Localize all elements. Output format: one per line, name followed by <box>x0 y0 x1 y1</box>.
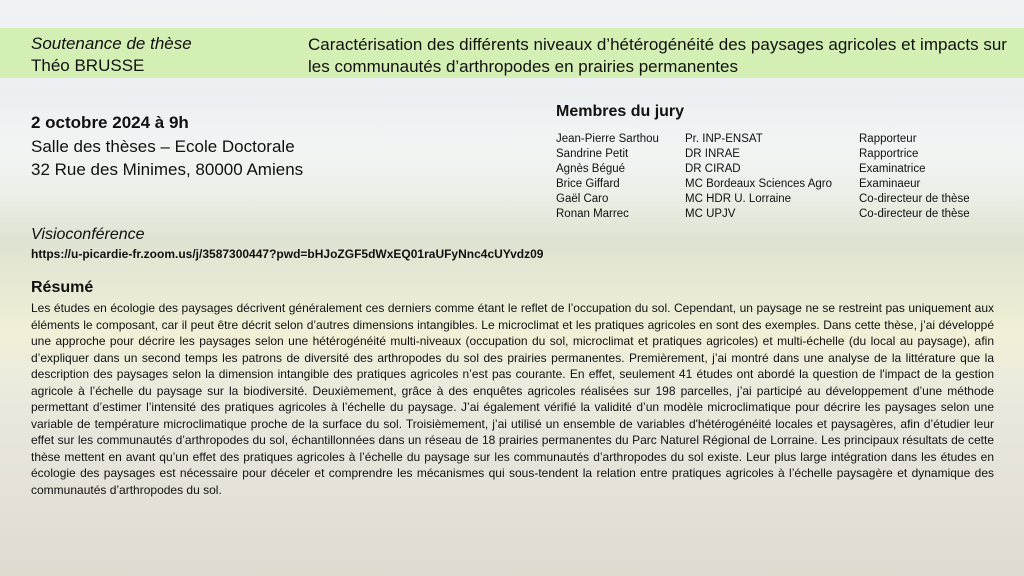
speaker-name: Théo BRUSSE <box>31 56 145 75</box>
event-date: 2 octobre 2024 à 9h <box>31 113 189 132</box>
jury-member-affiliation: MC Bordeaux Sciences Agro <box>685 178 833 190</box>
jury-member-role: Examinaeur <box>859 178 921 190</box>
jury-row <box>556 192 970 207</box>
abstract-text: Les études en écologie des paysages décrivent généralement ces derniers comme étant le reflet de l’occupation du sol. Cependant, un paysage ne se restreint pas uniquement aux éléments le composant, car il peut être décrit selon d’autres dimensions intangibles. Le microclimat et les pratiques agricoles en sont des exemples. Dans cette thèse, j’ai développé une approche pour décrire les paysages selon une hétérogénéité multi-niveaux (occupation du sol, microclimat et pratiques agricoles) et multi-échelle (du local au paysage), afin d’expliquer dans un second temps les patrons de diversité des arthropodes du sol des prairies permanentes. Premièrement, j’ai montré dans une analyse de la littérature que la description des paysages selon la dimension intangible des pratiques agricoles n’est pas courante. En effet, seulement 41 études ont abordé la question de l'impact de la gestion agricole à l’échelle du paysage sur la biodiversité. Deuxièmement, grâce à des enquêtes agricoles réalisées sur 198 parcelles, j’ai participé au développement d’une méthode permettant d’estimer l’intensité des pratiques agricoles à l’échelle du paysage. J’ai également vérifié la validité d’un modèle microclimatique pour décrire les paysages selon une variable de température microclimatique proche de la surface du sol. Troisièmement, j’ai utilisé un ensemble de variables d'hétérogénéité locales et paysagères, afin d’étudier leur effet sur les communautés d’arthropodes du sol, échantillonnées dans un réseau de 18 prairies permanentes du Parc Naturel Régional de Lorraine. Les principaux résultats de cette thèse mettent en avant qu’un effet des pratiques agricoles à l’échelle du paysage sur les communautés d’arthropodes du sol existe. Leur plus large intégration dans les études en écologie des paysages est nécessaire pour déceler et comprendre les mécanismes qui sous-tendent la relation entre pratiques agricoles à l’échelle paysagère et dynamique des communautés d’arthropodes du sol. <box>31 301 994 497</box>
jury-table <box>556 132 970 222</box>
jury-member-affiliation: Pr. INP-ENSAT <box>685 133 763 145</box>
jury-row <box>556 207 970 222</box>
jury-row <box>556 147 970 162</box>
jury-member-name: Sandrine Petit <box>556 148 629 160</box>
jury-heading: Membres du jury <box>556 103 685 120</box>
jury-member-name: Ronan Marrec <box>556 208 629 220</box>
jury-row <box>556 177 970 192</box>
thesis-title: Caractérisation des différents niveaux d’hétérogénéité des paysages agricoles et impacts sur les communautés d’arthropodes en prairies permanentes <box>308 35 1007 76</box>
jury-member-role: Co-directeur de thèse <box>859 208 970 220</box>
jury-member-role: Examinatrice <box>859 163 926 175</box>
jury-row <box>556 132 970 147</box>
jury-row <box>556 162 970 177</box>
jury-member-role: Rapportrice <box>859 148 919 160</box>
event-address: 32 Rue des Minimes, 80000 Amiens <box>31 160 304 179</box>
jury-member-name: Agnès Bégué <box>556 163 626 175</box>
jury-member-role: Co-directeur de thèse <box>859 193 970 205</box>
jury-member-role: Rapporteur <box>859 133 917 145</box>
jury-member-name: Jean-Pierre Sarthou <box>556 133 659 145</box>
event-type: Soutenance de thèse <box>31 34 192 53</box>
jury-member-affiliation: DR CIRAD <box>685 163 741 175</box>
visio-link[interactable]: https://u-picardie-fr.zoom.us/j/3587300447?pwd=bHJoZGF5dWxEQ01raUFyNnc4cUYvdz09 <box>31 247 544 261</box>
jury-member-name: Brice Giffard <box>556 178 620 190</box>
jury-member-name: Gaël Caro <box>556 193 609 205</box>
jury-member-affiliation: MC UPJV <box>685 208 736 220</box>
event-venue: Salle des thèses – Ecole Doctorale <box>31 137 295 156</box>
jury-member-affiliation: DR INRAE <box>685 148 740 160</box>
jury-member-affiliation: MC HDR U. Lorraine <box>685 193 792 205</box>
abstract-heading: Résumé <box>31 279 94 296</box>
visio-heading: Visioconférence <box>31 226 145 243</box>
